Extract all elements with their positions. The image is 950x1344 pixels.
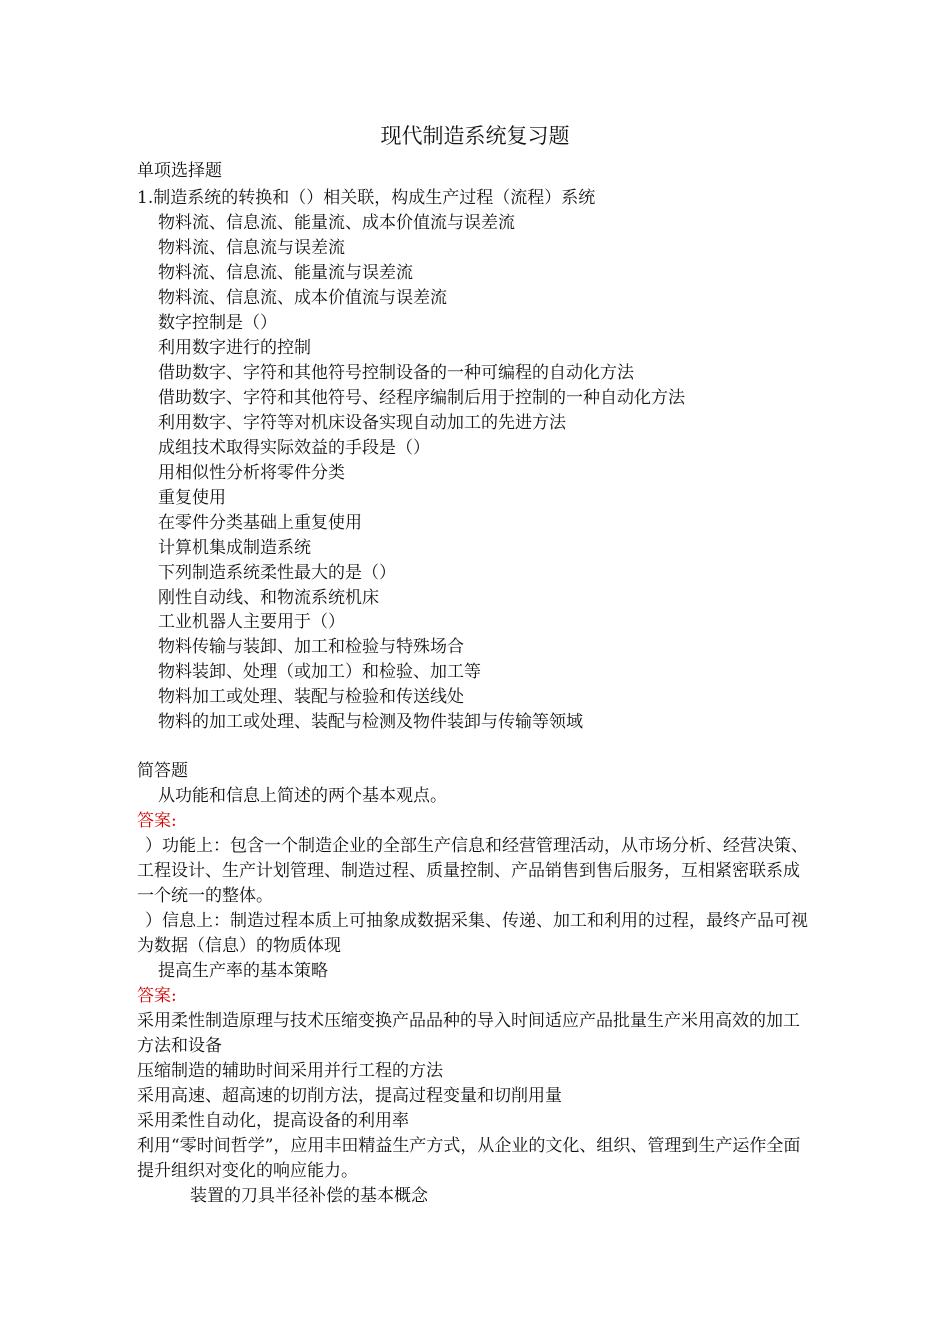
answer-paragraph: 采用高速、超高速的切削方法，提高过程变量和切削用量 [137, 1086, 562, 1106]
short-question-3: 装置的刀具半径补偿的基本概念 [190, 1186, 428, 1206]
q1-option: 物料流、信息流、能量流与误差流 [158, 263, 413, 283]
answer-paragraph: 采用柔性制造原理与技术压缩变换产品品种的导入时间适应产品批量生产米用高效的加工方法和设备 [137, 1011, 800, 1056]
answer-paragraph: 压缩制造的辅助时间采用并行工程的方法 [137, 1061, 443, 1081]
answer-paragraph: 利用“零时间哲学”，应用丰田精益生产方式，从企业的文化、组织、管理到生产运作全面提升组织对变化的响应能力。 [137, 1136, 801, 1181]
answer-label: 答案: [137, 811, 177, 831]
question-5: 工业机器人主要用于（） [158, 612, 345, 632]
q5-option: 物料的加工或处理、装配与检测及物件装卸与传输等领域 [158, 712, 583, 732]
question-1: 1.制造系统的转换和（）相关联，构成生产过程（流程）系统 [137, 188, 596, 208]
q3-option: 重复使用 [158, 488, 226, 508]
q4-option: 刚性自动线、和物流系统机床 [158, 588, 379, 608]
question-4: 下列制造系统柔性最大的是（） [158, 563, 396, 583]
q3-option: 用相似性分析将零件分类 [158, 463, 345, 483]
q5-option: 物料传输与装卸、加工和检验与特殊场合 [158, 637, 464, 657]
q2-option: 借助数字、字符和其他符号、经程序编制后用于控制的一种自动化方法 [158, 388, 685, 408]
q5-option: 物料装卸、处理（或加工）和检验、加工等 [158, 662, 481, 682]
short-question-2: 提高生产率的基本策略 [158, 961, 328, 981]
q3-option: 在零件分类基础上重复使用 [158, 513, 362, 533]
question-2: 数字控制是（） [158, 313, 277, 333]
q1-option: 物料流、信息流与误差流 [158, 238, 345, 258]
q5-option: 物料加工或处理、装配与检验和传送线处 [158, 687, 464, 707]
answer-paragraph: 采用柔性自动化，提高设备的利用率 [137, 1111, 409, 1131]
answer-label: 答案: [137, 986, 177, 1006]
q2-option: 利用数字进行的控制 [158, 338, 311, 358]
q3-option: 计算机集成制造系统 [158, 538, 311, 558]
q2-option: 利用数字、字符等对机床设备实现自动加工的先进方法 [158, 413, 566, 433]
question-3: 成组技术取得实际效益的手段是（） [158, 438, 430, 458]
short-question-1: 从功能和信息上简述的两个基本观点。 [158, 786, 447, 806]
answer-paragraph: ）功能上：包含一个制造企业的全部生产信息和经营管理活动，从市场分析、经营决策、工程设计、生产计划管理、制造过程、质量控制、产品销售到售后服务，互相紧密联系成一个统一的整体。 [137, 836, 808, 906]
section-heading-single-choice: 单项选择题 [137, 161, 222, 181]
q1-option: 物料流、信息流、能量流、成本价值流与误差流 [158, 213, 515, 233]
q2-option: 借助数字、字符和其他符号控制设备的一种可编程的自动化方法 [158, 363, 634, 383]
answer-paragraph: ）信息上：制造过程本质上可抽象成数据采集、传递、加工和利用的过程，最终产品可视为数据（信息）的物质体现 [137, 911, 808, 956]
section-heading-short-answer: 简答题 [137, 761, 188, 781]
q1-option: 物料流、信息流、成本价值流与误差流 [158, 288, 447, 308]
document-title: 现代制造系统复习题 [380, 124, 570, 148]
